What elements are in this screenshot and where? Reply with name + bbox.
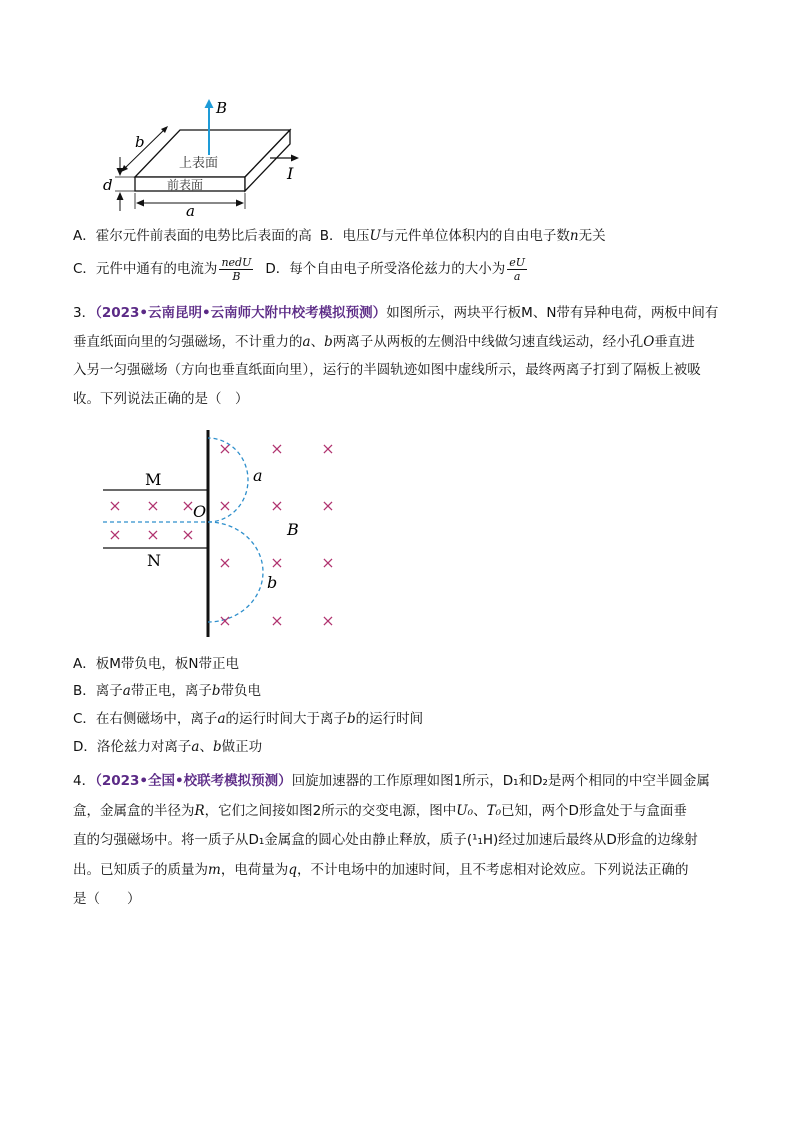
cross: × [321,611,335,630]
q3-option-d: D．洛伦兹力对离子a、b做正功 [73,739,263,755]
cross: × [181,496,195,515]
label-a: a [186,202,195,220]
q2-option-c-prefix: C．元件中通有的电流为 [73,261,218,277]
cross: × [218,553,232,572]
label-d: d [103,176,113,194]
q3-number: 3． [73,305,96,321]
cross: × [270,439,284,458]
cross: × [146,496,160,515]
cross: × [181,525,195,544]
top-face-label: 上表面 [179,156,219,171]
label-M: M [145,470,162,489]
q2-option-a-b: A．霍尔元件前表面的电势比后表面的高 B．电压U与元件单位体积内的自由电子数n无关 [73,228,606,244]
path-b [208,522,263,622]
cross: × [218,496,232,515]
cross: × [270,553,284,572]
q3-magnetic-field-figure [95,425,355,643]
cross: × [218,611,232,630]
q3-option-b: B．离子a带正电，离子b带负电 [73,683,261,699]
cross: × [108,496,122,515]
q2-option-c-d [73,254,529,284]
cross: × [108,525,122,544]
label-b: b [135,133,145,151]
current-fraction: $\frac{\text{nedU}}{B}$ [221,255,252,283]
label-a: a [253,466,263,485]
label-B: B [287,520,299,539]
cross: × [146,525,160,544]
q3-option-c: C．在右侧磁场中，离子a的运行时间大于离子b的运行时间 [73,711,424,727]
q3-stem: 3．（2023•云南昆明•云南师大附中校考模拟预测）如图所示，两块平行板M、N带有异种电荷，两板中间有 垂直纸面向里的匀强磁场，不计重力的a、b两离子从两板的左侧沿中线做匀速直线运动，经小孔O垂直进 入另一匀强磁场（方向也垂直纸面向里），运行的半圆轨迹如图中虚线所示，最终两离子打到了隔板上被吸 收。下列说法正确的是（ ） [73,305,719,407]
hall-element-figure [95,95,315,220]
cross: × [218,439,232,458]
proton-nuclide: (¹₁H) [466,832,499,848]
b-field-arrowhead [205,99,214,108]
q3-source: （2023•云南昆明•云南师大附中校考模拟预测） [95,305,387,321]
q2-option-b-prefix: B．电压 [319,228,370,244]
cross: × [321,553,335,572]
q4-number: 4． [73,773,96,789]
q4-stem: 4．（2023•全国•校联考模拟预测）回旋加速器的工作原理如图1所示，D₁和D₂是两个相同的中空半圆金属 盒，金属盒的半径为R，它们之间接如图2所示的交变电源，图中U₀、T₀已知，两个D形盒处于与盒面垂 直的匀强磁场中。将一质子从D₁金属盒的圆心处由静止释放，质子(¹₁H)经过加速后最终从D形盒的边缘射 出。已知质子的质量为m，电荷量为q，不计电场中的加速时间，且不考虑相对论效应。下列说法正确的 是（ ） [73,773,710,907]
q2-option-a: A．霍尔元件前表面的电势比后表面的高 [73,228,312,244]
q3-option-a: A．板M带负电，板N带正电 [73,656,239,672]
front-face-label: 前表面 [167,178,204,192]
label-I: I [287,164,294,183]
label-O: O [193,502,207,521]
label-b: b [267,573,278,592]
cross: × [270,611,284,630]
label-N: N [147,551,161,570]
cross: × [321,439,335,458]
cross: × [321,496,335,515]
cross: × [270,496,284,515]
label-B: B [216,99,228,117]
force-fraction: $\frac{eU}{a}$ [509,255,526,283]
q4-source: （2023•全国•校联考模拟预测） [95,773,292,789]
q2-option-d-prefix: D．每个自由电子所受洛伦兹力的大小为 [265,261,506,277]
